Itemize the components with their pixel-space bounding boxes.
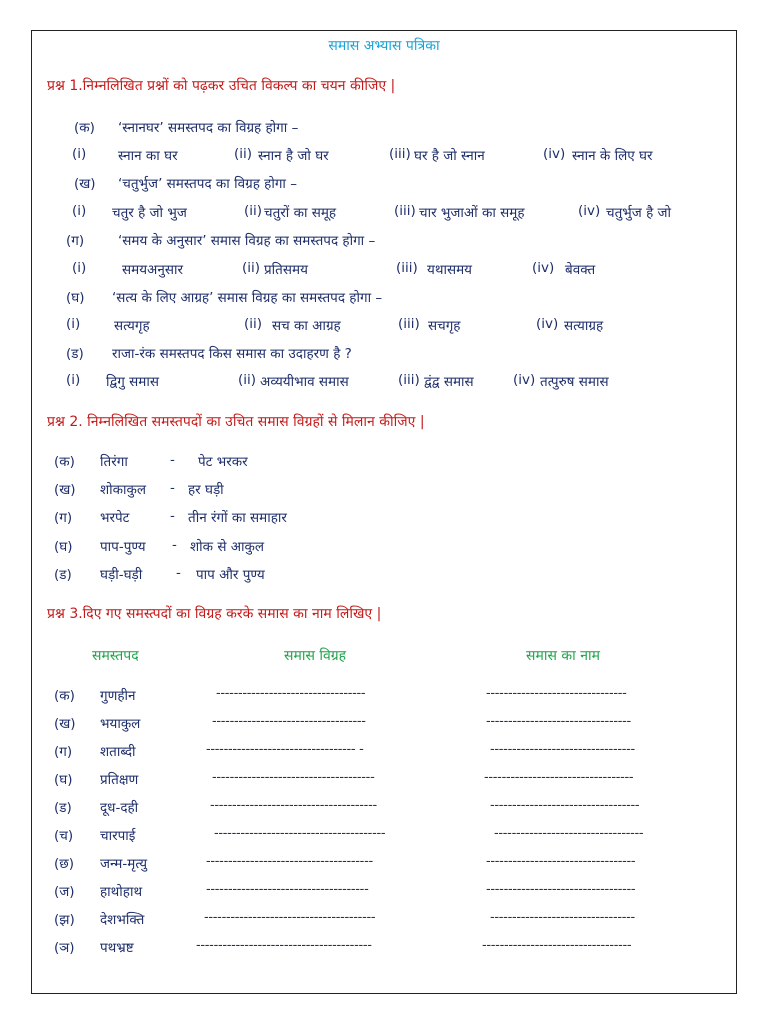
option-text: स्नान है जो घर — [258, 148, 329, 164]
answer-blank-samas-naam[interactable]: ---------------------------------- — [486, 882, 636, 897]
answer-blank-vigrah[interactable]: -------------------------------------- — [206, 854, 373, 869]
column-header-samas-naam: समास का नाम — [526, 648, 600, 664]
q3-row-label: (ग) — [54, 744, 73, 760]
option-text: चतुर है जो भुज — [112, 205, 187, 221]
option-number: (ii) — [234, 146, 253, 162]
option-text: स्नान के लिए घर — [572, 148, 653, 164]
q1-item-label: (ख) — [74, 176, 96, 192]
option-number: (iii) — [394, 203, 416, 219]
q3-row-word: पथभ्रष्ट — [100, 940, 134, 956]
option-number: (iii) — [398, 372, 420, 388]
option-number: (ii) — [242, 260, 261, 276]
option-text: अव्ययीभाव समास — [260, 374, 349, 390]
q2-row-right: तीन रंगों का समाहार — [188, 510, 287, 526]
q2-row-sep: - — [170, 480, 175, 496]
q1-item-label: (घ) — [66, 290, 85, 306]
answer-blank-samas-naam[interactable]: --------------------------------- — [486, 714, 631, 729]
q3-row-label: (ख) — [54, 716, 76, 732]
answer-blank-samas-naam[interactable]: --------------------------------- — [490, 742, 635, 757]
answer-blank-vigrah[interactable]: ---------------------------------- — [216, 686, 366, 701]
q3-row-label: (च) — [54, 828, 74, 844]
q3-row-word: हाथोहाथ — [100, 884, 143, 900]
option-number: (iii) — [398, 316, 420, 332]
option-number: (iv) — [543, 146, 566, 162]
answer-blank-vigrah[interactable]: ------------------------------------- — [212, 770, 375, 785]
q1-item-question: राजा-रंक समस्तपद किस समास का उदाहरण है ? — [112, 346, 352, 362]
option-number: (i) — [72, 146, 87, 162]
q3-row-label: (छ) — [54, 856, 74, 872]
option-number: (i) — [72, 203, 87, 219]
q2-row-left: पाप-पुण्य — [100, 539, 146, 555]
option-text: चार भुजाओं का समूह — [419, 205, 525, 221]
q2-row-right: पाप और पुण्य — [196, 567, 265, 583]
option-number: (i) — [66, 316, 81, 332]
q3-row-label: (झ) — [54, 912, 75, 928]
option-number: (iv) — [532, 260, 555, 276]
q1-item-question: ‘सत्य के लिए आग्रह’ समास विग्रह का समस्तपद होगा – — [112, 290, 383, 306]
q2-row-left: शोकाकुल — [100, 482, 147, 498]
q2-row-right: पेट भरकर — [198, 454, 248, 470]
option-text: घर है जो स्नान — [414, 148, 485, 164]
answer-blank-vigrah[interactable]: ---------------------------------- - — [206, 742, 364, 757]
q2-row-label: (घ) — [54, 539, 73, 555]
answer-blank-samas-naam[interactable]: ---------------------------------- — [486, 854, 636, 869]
q3-row-word: चारपाई — [100, 828, 136, 844]
option-text: प्रतिसमय — [264, 262, 308, 278]
option-number: (ii) — [244, 203, 263, 219]
q2-row-sep: - — [170, 508, 175, 524]
answer-blank-samas-naam[interactable]: ---------------------------------- — [490, 798, 640, 813]
option-number: (i) — [72, 260, 87, 276]
option-text: स्नान का घर — [118, 148, 178, 164]
q1-item-label: (क) — [74, 120, 95, 136]
option-number: (iv) — [578, 203, 601, 219]
q3-heading: प्रश्न 3.दिए गए समस्त्पदों का विग्रह करके समास का नाम लिखिए | — [47, 606, 382, 622]
q1-item-label: (ड) — [66, 346, 84, 362]
q1-item-label: (ग) — [66, 233, 85, 249]
answer-blank-samas-naam[interactable]: -------------------------------- — [486, 686, 627, 701]
column-header-samastpad: समस्तपद — [92, 648, 139, 664]
answer-blank-vigrah[interactable]: ------------------------------------- — [206, 882, 369, 897]
answer-blank-vigrah[interactable]: --------------------------------------- — [214, 826, 386, 841]
option-number: (iv) — [513, 372, 536, 388]
option-text: द्वंद्व समास — [424, 374, 474, 390]
option-text: सचगृह — [428, 318, 461, 334]
answer-blank-vigrah[interactable]: --------------------------------------- — [204, 910, 376, 925]
q3-row-word: देशभक्ति — [100, 912, 145, 928]
q3-row-label: (क) — [54, 688, 75, 704]
q3-row-word: दूध-दही — [100, 800, 139, 816]
q1-item-question: ‘चतुर्भुज’ समस्तपद का विग्रह होगा – — [118, 176, 297, 192]
q1-item-question: ‘स्नानघर’ समस्तपद का विग्रह होगा – — [118, 120, 299, 136]
q2-row-left: तिरंगा — [100, 454, 128, 470]
option-number: (i) — [66, 372, 81, 388]
q3-row-word: गुणहीन — [100, 688, 136, 704]
q2-row-right: शोक से आकुल — [190, 539, 265, 555]
q3-row-label: (ड) — [54, 800, 72, 816]
answer-blank-vigrah[interactable]: ----------------------------------- — [212, 714, 366, 729]
q2-heading: प्रश्न 2. निम्नलिखित समस्तपदों का उचित समास विग्रहों से मिलान कीजिए | — [47, 414, 425, 430]
page-title: समास अभ्यास पत्रिका — [328, 38, 440, 54]
q2-row-label: (ग) — [54, 510, 73, 526]
option-text: यथासमय — [427, 262, 472, 278]
option-number: (iii) — [389, 146, 411, 162]
option-number: (ii) — [238, 372, 257, 388]
q3-row-word: जन्म-मृत्यु — [100, 856, 148, 872]
option-number: (iii) — [396, 260, 418, 276]
q3-row-label: (ज) — [54, 884, 75, 900]
q3-row-word: भयाकुल — [100, 716, 141, 732]
answer-blank-samas-naam[interactable]: ---------------------------------- — [484, 770, 634, 785]
answer-blank-vigrah[interactable]: ---------------------------------------- — [196, 938, 372, 953]
q2-row-left: घड़ी-घड़ी — [100, 567, 143, 583]
option-text: बेवक्त — [565, 262, 596, 278]
option-text: चतुरों का समूह — [264, 205, 337, 221]
q2-row-label: (ख) — [54, 482, 76, 498]
option-number: (iv) — [536, 316, 559, 332]
q2-row-sep: - — [176, 565, 181, 581]
option-text: द्विगु समास — [106, 374, 159, 390]
option-text: तत्पुरुष समास — [540, 374, 609, 390]
answer-blank-samas-naam[interactable]: ---------------------------------- — [482, 938, 632, 953]
column-header-vigrah: समास विग्रह — [284, 648, 347, 664]
q2-row-label: (क) — [54, 454, 75, 470]
q3-row-word: शताब्दी — [100, 744, 136, 760]
q2-row-left: भरपेट — [100, 510, 130, 526]
q2-row-sep: - — [170, 452, 175, 468]
q1-item-question: ‘समय के अनुसार’ समास विग्रह का समस्तपद होगा – — [118, 233, 376, 249]
option-text: समयअनुसार — [122, 262, 183, 278]
answer-blank-samas-naam[interactable]: --------------------------------- — [490, 910, 635, 925]
option-text: सत्याग्रह — [564, 318, 604, 334]
option-text: सच का आग्रह — [272, 318, 341, 334]
answer-blank-samas-naam[interactable]: ---------------------------------- — [494, 826, 644, 841]
q3-row-label: (ञ) — [54, 940, 75, 956]
answer-blank-vigrah[interactable]: -------------------------------------- — [210, 798, 377, 813]
q2-row-label: (ड) — [54, 567, 72, 583]
q2-row-sep: - — [172, 537, 177, 553]
q1-heading: प्रश्न 1.निम्नलिखित प्रश्नों को पढ़कर उचित विकल्प का चयन कीजिए | — [47, 78, 396, 94]
q3-row-word: प्रतिक्षण — [100, 772, 139, 788]
option-number: (ii) — [244, 316, 263, 332]
q3-row-label: (घ) — [54, 772, 73, 788]
q2-row-right: हर घड़ी — [188, 482, 224, 498]
option-text: सत्यगृह — [114, 318, 150, 334]
option-text: चतुर्भुज है जो — [606, 205, 672, 221]
